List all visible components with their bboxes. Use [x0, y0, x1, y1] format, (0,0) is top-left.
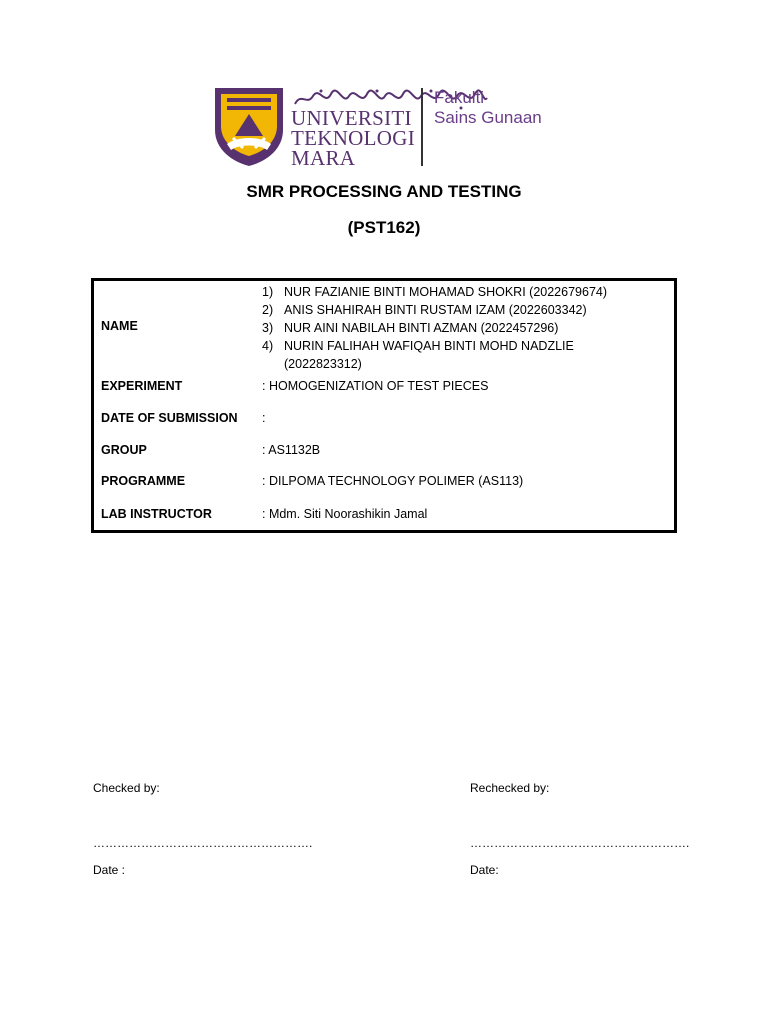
student-name: NUR AINI NABILAH BINTI AZMAN (2022457296) [284, 321, 559, 335]
checked-by-label: Checked by: [93, 781, 160, 795]
rechecked-by-label: Rechecked by: [470, 781, 550, 795]
university-name-line-1: UNIVERSITI [291, 106, 412, 130]
faculty-line-1: Fakulti [434, 88, 485, 107]
name-label: NAME [101, 319, 138, 333]
group-label: GROUP [101, 443, 147, 457]
programme-value: : DILPOMA TECHNOLOGY POLIMER (AS113) [262, 474, 524, 488]
student-name: NUR FAZIANIE BINTI MOHAMAD SHOKRI (2022679674) [284, 285, 608, 299]
course-title: SMR PROCESSING AND TESTING [246, 182, 522, 201]
faculty-line-2: Sains Gunaan [434, 108, 542, 127]
info-table [91, 278, 677, 533]
rechecked-date-label: Date: [470, 863, 499, 877]
name-row [262, 301, 662, 319]
name-number: 4) [262, 339, 274, 353]
university-name-line-3: MARA [291, 146, 356, 170]
university-name-line-2: TEKNOLOGI [291, 126, 416, 150]
rechecked-signature-line: ………………………………………………. [470, 836, 690, 850]
lab-instructor-label: LAB INSTRUCTOR [101, 507, 212, 521]
university-crest-icon [213, 86, 285, 168]
names-list [262, 283, 662, 373]
programme-label: PROGRAMME [101, 474, 186, 488]
experiment-label: EXPERIMENT [101, 379, 183, 393]
submission-date-value: : [262, 411, 266, 425]
university-name [291, 108, 415, 168]
name-row [262, 319, 662, 337]
name-number: 2) [262, 303, 274, 317]
student-name: NURIN FALIHAH WAFIQAH BINTI MOHD NADZLIE (2022823312) [284, 339, 574, 371]
logo-divider [421, 88, 423, 166]
course-code: (PST162) [347, 218, 421, 237]
student-name: ANIS SHAHIRAH BINTI RUSTAM IZAM (2022603342) [284, 303, 587, 317]
submission-date-label: DATE OF SUBMISSION [101, 411, 238, 425]
checked-date-label: Date : [93, 863, 126, 877]
name-number: 1) [262, 285, 274, 299]
lab-instructor-value: : Mdm. Siti Noorashikin Jamal [262, 507, 428, 521]
name-number: 3) [262, 321, 274, 335]
experiment-value: : HOMOGENIZATION OF TEST PIECES [262, 379, 489, 393]
group-value: : AS1132B [262, 443, 321, 457]
name-row [262, 337, 662, 373]
name-row [262, 283, 662, 301]
checked-signature-line: ………………………………………………. [93, 836, 313, 850]
uitm-logo [213, 86, 558, 168]
faculty-name [434, 88, 542, 128]
